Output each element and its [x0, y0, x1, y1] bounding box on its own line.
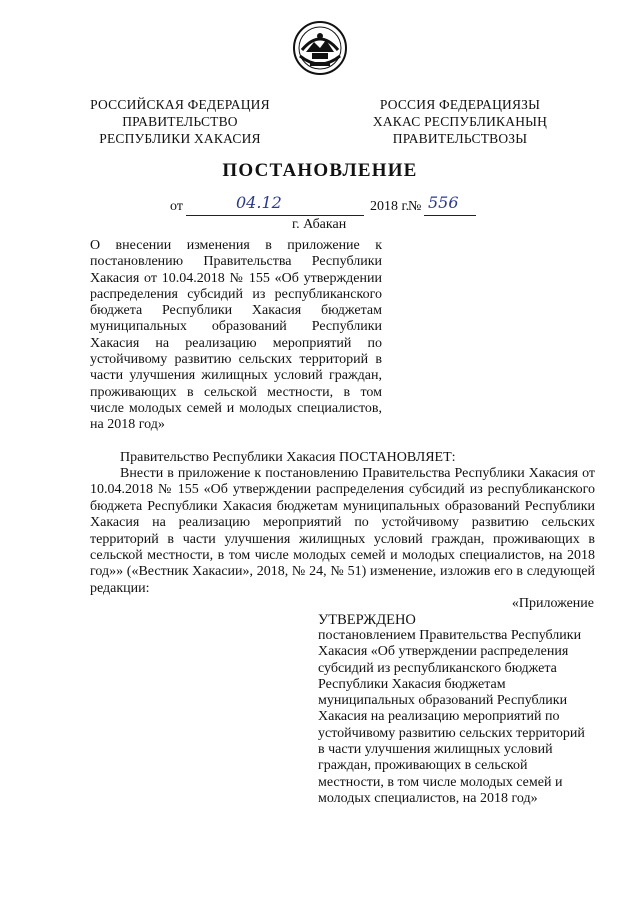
header-left-line: ПРАВИТЕЛЬСТВО [122, 114, 238, 129]
date-handwritten: 04.12 [236, 193, 282, 212]
header-right-line: РОССИЯ ФЕДЕРАЦИЯЗЫ [379, 97, 541, 112]
body-amendment [90, 466, 595, 597]
approval-line: Хакасия на реализацию мероприятий по [318, 709, 560, 725]
document-subject: О внесении изменения в приложение к постановлению Правительства Республики Хакасия от 10.04.2018 № 155 «Об утверждении распределения субсидий из республиканского бюджета Республики Хакасия бюджетам муниципальных образований Республики Хакасия на реализацию мероприятий по устойчивому развитию сельских территорий в части улучшения жилищных условий граждан, проживающих в сельской местности, в том числе молодых семей и молодых специалистов, на 2018 год» [90, 238, 382, 433]
city: г. Абакан [292, 217, 347, 232]
approval-line: муниципальных образований Республики [318, 693, 568, 709]
header-right-line: ХАКАС РЕСПУБЛИКАНЫҢ [372, 114, 548, 129]
appendix-label: «Приложение [511, 596, 594, 611]
number-label: № [408, 199, 422, 214]
approval-line: Республики Хакасия бюджетам [318, 676, 506, 692]
approval-line: в части улучшения жилищных условий [318, 742, 553, 758]
number-field [424, 193, 476, 216]
coat-of-arms-emblem [292, 20, 348, 76]
approval-line: постановлением Правительства Республики [318, 628, 582, 643]
approval-line: устойчивому развитию сельских территорий [318, 725, 585, 741]
approved-label: УТВЕРЖДЕНО [318, 612, 416, 628]
approval-line: граждан, проживающих в сельской [318, 758, 528, 774]
header-right-line: ПРАВИТЕЛЬСТВОЗЫ [392, 131, 528, 146]
approval-text [318, 628, 594, 807]
approval-line: Хакасия «Об утверждении распределения [318, 644, 569, 660]
amendment-paragraph: Внести в приложение к постановлению Правительства Республики Хакасия от 10.04.2018 № 155 «Об утверждении распределения субсидий из республиканского бюджета Республики Хакасия бюджетам муниципальных образований Республики Хакасия на реализацию мероприятий по устойчивому развитию сельских территорий в части улучшения жилищных условий граждан, проживающих в сельской местности, в том числе молодых семей и молодых специалистов, на 2018 год»» («Вестник Хакасии», 2018, № 24, № 51) изменение, изложив его в следующей редакции: [90, 466, 595, 596]
header-right [360, 96, 560, 147]
document-title: ПОСТАНОВЛЕНИЕ [222, 160, 418, 181]
body-intro [90, 450, 595, 466]
approval-line: молодых специалистов, на 2018 год» [318, 790, 538, 806]
header-left-line: РОССИЙСКАЯ ФЕДЕРАЦИЯ [90, 97, 270, 112]
approval-line: субсидий из республиканского бюджета [318, 660, 557, 676]
date-from-label: от [170, 199, 183, 214]
number-handwritten: 556 [428, 193, 459, 212]
date-field [186, 193, 364, 216]
header-left-line: РЕСПУБЛИКИ ХАКАСИЯ [99, 131, 261, 146]
intro-paragraph: Правительство Республики Хакасия ПОСТАНОВЛЯЕТ: [120, 450, 456, 465]
date-year: 2018 г. [370, 199, 410, 214]
header-left [80, 96, 280, 147]
approval-line: местности, в том числе молодых семей и [318, 774, 563, 790]
